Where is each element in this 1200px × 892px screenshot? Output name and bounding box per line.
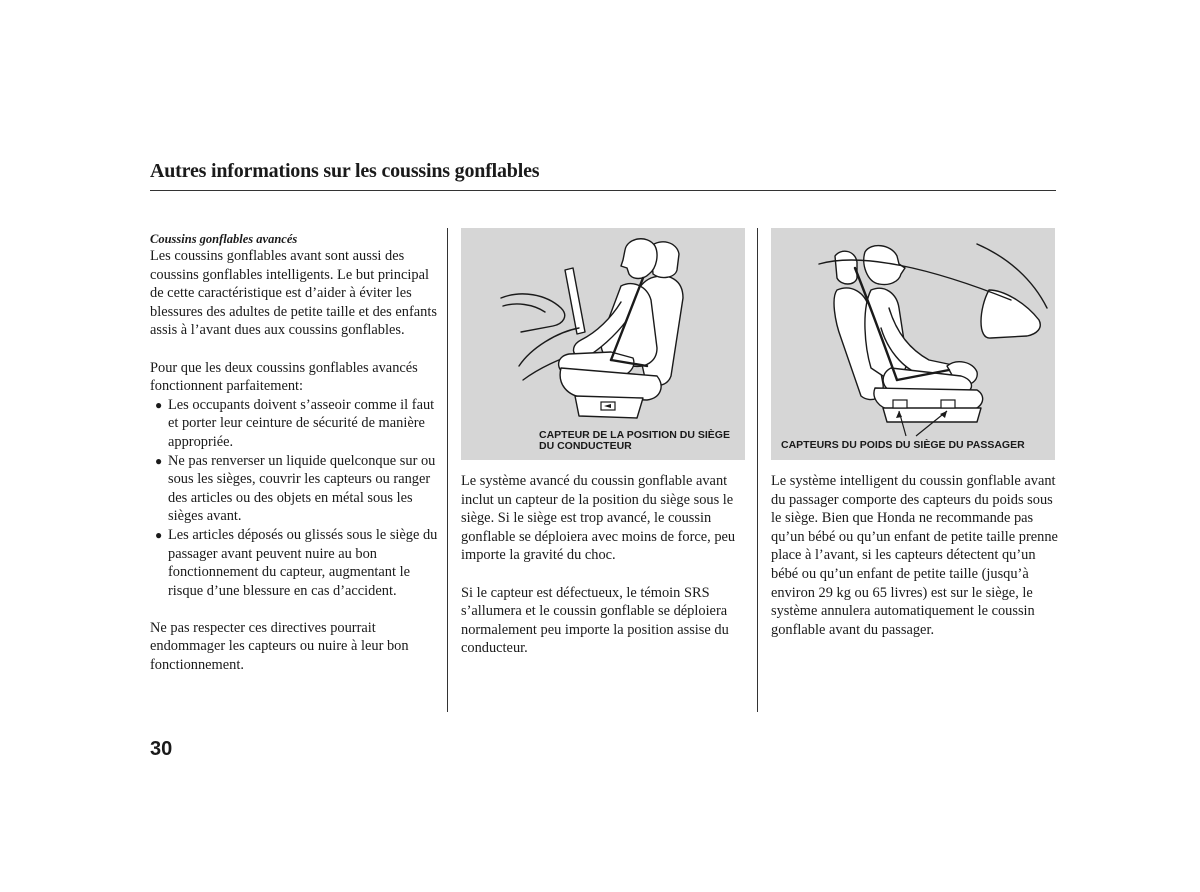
column-divider-left [447,228,448,712]
driver-seat-illustration [461,228,745,460]
list-item: ● Les occupants doivent s’asseoir comme il faut et porter leur ceinture de sécurité de manière appropriée. [155,396,435,450]
column-divider-right [757,228,758,712]
bullet-icon: ● [155,527,163,542]
list-item: ● Les articles déposés ou glissés sous le siège du passager avant peuvent nuire au bon fonctionnement du capteur, augmentant le risque d’une blessure en cas d’accident. [155,526,438,599]
passenger-seat-drawing [771,228,1055,460]
passenger-sensor-paragraph: Le système intelligent du coussin gonflable avant du passager comporte des capteurs du poids sous le siège. Bien que Honda ne recommande pas qu’un bébé ou qu’un enfant de petite taille prenne place à l’avant, si les capteurs détectent qu’un bébé ou qu’un enfant de petite taille (jusqu’à environ 29 kg ou 65 livres) est sur le siège, le système annulera automatiquement le coussin gonflable avant du passager. [771,473,1058,638]
page-title: Autres informations sur les coussins gonflables [150,160,540,182]
section-subheading: Coussins gonflables avancés [150,232,298,246]
srs-paragraph: Si le capteur est défectueux, le témoin SRS s’allumera et le coussin gonflable se déploiera normalement peu importe la position assise du conducteur. [461,584,729,657]
column-driver-sensor [461,472,751,658]
driver-seat-drawing [461,228,745,460]
bullet-icon: ● [155,453,163,468]
intro-paragraph: Les coussins gonflables avant sont aussi des coussins gonflables intelligents. Le but principal de cette caractéristique est d’aider à éviter les blessures des adultes de petite taille et des enfants assis à l’avant dues aux coussins gonflables. [150,248,437,339]
list-item: ● Ne pas renverser un liquide quelconque sur ou sous les sièges, couvrir les capteurs ou ranger des articles ou des objets en métal sous les sièges avant. [155,452,436,525]
requirements-paragraph: Pour que les deux coussins gonflables avancés fonctionnent parfaitement: [150,359,418,395]
column-passenger-sensor [771,472,1061,639]
title-rule [150,190,1056,191]
driver-seat-caption: CAPTEUR DE LA POSITION DU SIÈGE DU CONDUCTEUR [539,429,730,452]
passenger-seat-illustration [771,228,1055,460]
page-number: 30 [150,738,173,760]
driver-sensor-paragraph: Le système avancé du coussin gonflable avant inclut un capteur de la position du siège sous le siège. Si le siège est trop avancé, le coussin gonflable se déploiera avec moins de force, peu importe la gravité du choc. [461,473,736,564]
passenger-seat-caption: CAPTEURS DU POIDS DU SIÈGE DU PASSAGER [781,439,1025,451]
warning-paragraph: Ne pas respecter ces directives pourrait endommager les capteurs ou nuire à leur bon fonctionnement. [150,619,409,674]
requirements-list [150,396,440,601]
bullet-icon: ● [155,397,163,412]
column-advanced-airbags [150,232,440,675]
